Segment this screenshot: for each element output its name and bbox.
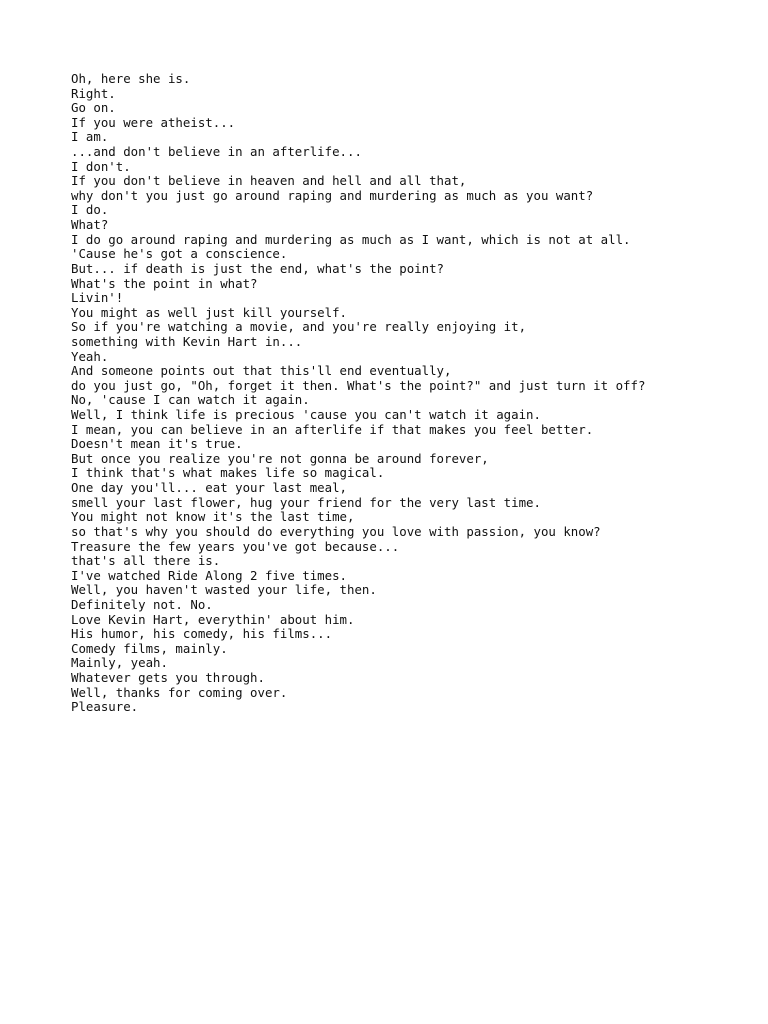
transcript-line: Well, I think life is precious 'cause you can't watch it again. (71, 407, 541, 423)
transcript-line: Livin'! (71, 290, 124, 306)
transcript-line: If you don't believe in heaven and hell and all that, (71, 173, 467, 189)
transcript-line: Doesn't mean it's true. (71, 436, 243, 452)
transcript-line: Love Kevin Hart, everythin' about him. (71, 611, 355, 627)
transcript-line: Mainly, yeah. (71, 655, 168, 671)
transcript-line: something with Kevin Hart in... (71, 333, 303, 349)
transcript-line: But... if death is just the end, what's the point? (71, 260, 444, 276)
transcript-line: so that's why you should do everything you love with passion, you know? (71, 523, 601, 539)
transcript-line: Comedy films, mainly. (71, 640, 228, 656)
transcript-line: I do. (71, 202, 109, 218)
transcript-line: Oh, here she is. (71, 71, 191, 86)
transcript-line: His humor, his comedy, his films... (71, 626, 333, 642)
transcript-line: 'Cause he's got a conscience. (71, 246, 288, 262)
transcript-line: And someone points out that this'll end eventually, (71, 363, 452, 379)
transcript-line: Yeah. (71, 348, 109, 364)
transcript-line: No, 'cause I can watch it again. (71, 392, 310, 408)
transcript-line: What? (71, 217, 109, 233)
transcript-line: So if you're watching a movie, and you're really enjoying it, (71, 319, 527, 335)
transcript-line: You might not know it's the last time, (71, 509, 355, 525)
transcript-line: that's all there is. (71, 553, 221, 569)
transcript-line: You might as well just kill yourself. (71, 304, 348, 320)
transcript-line: Well, thanks for coming over. (71, 684, 288, 700)
transcript-line: Go on. (71, 100, 116, 116)
transcript-line: Pleasure. (71, 699, 139, 715)
transcript-line: I mean, you can believe in an afterlife if that makes you feel better. (71, 421, 594, 437)
transcript-line: do you just go, "Oh, forget it then. What's the point?" and just turn it off? (71, 377, 646, 393)
transcript-line: I do go around raping and murdering as much as I want, which is not at all. (71, 231, 631, 247)
transcript-line: I think that's what makes life so magical. (71, 465, 385, 481)
transcript-line: Well, you haven't wasted your life, then. (71, 582, 377, 598)
transcript-line: I don't. (71, 158, 131, 174)
transcript-line: Whatever gets you through. (71, 669, 265, 685)
transcript-line: Right. (71, 85, 116, 101)
transcript-line: If you were atheist... (71, 114, 236, 130)
transcript-line: Treasure the few years you've got because... (71, 538, 400, 554)
transcript-line: Definitely not. No. (71, 596, 213, 612)
transcript-line: What's the point in what? (71, 275, 258, 291)
transcript-line: why don't you just go around raping and murdering as much as you want? (71, 187, 594, 203)
transcript-line: One day you'll... eat your last meal, (71, 480, 348, 496)
transcript-line: But once you realize you're not gonna be around forever, (71, 450, 489, 466)
transcript-line: smell your last flower, hug your friend for the very last time. (71, 494, 541, 510)
transcript-line: ...and don't believe in an afterlife... (71, 144, 362, 160)
transcript-text (71, 72, 731, 715)
transcript-line: I've watched Ride Along 2 five times. (71, 567, 348, 583)
transcript-line: I am. (71, 129, 109, 145)
